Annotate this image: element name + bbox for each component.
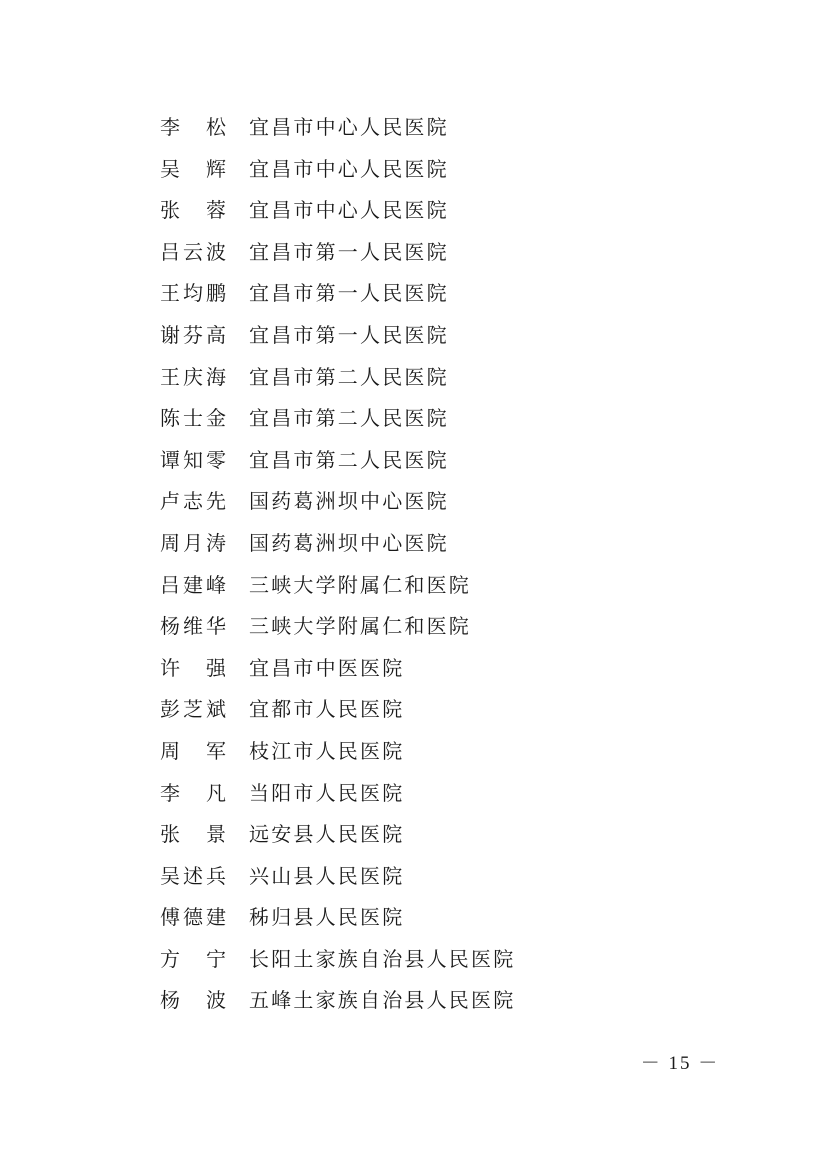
list-item bbox=[160, 689, 515, 731]
member-name: 张景 bbox=[160, 822, 226, 847]
member-hospital: 国药葛洲坝中心医院 bbox=[249, 489, 449, 514]
list-item bbox=[160, 980, 515, 1022]
list-item bbox=[160, 357, 515, 399]
member-name: 吴述兵 bbox=[160, 863, 226, 888]
member-hospital: 宜昌市中心人民医院 bbox=[249, 115, 449, 139]
member-hospital: 宜昌市第二人民医院 bbox=[249, 364, 449, 389]
member-name: 吕云波 bbox=[160, 239, 226, 264]
list-item bbox=[160, 939, 515, 981]
member-hospital: 三峡大学附属仁和医院 bbox=[249, 572, 471, 597]
member-name: 李松 bbox=[160, 115, 226, 139]
member-hospital: 宜昌市中心人民医院 bbox=[249, 198, 449, 223]
list-item bbox=[160, 315, 515, 357]
member-hospital: 宜昌市第二人民医院 bbox=[249, 406, 449, 431]
member-hospital: 三峡大学附属仁和医院 bbox=[249, 614, 471, 639]
member-hospital: 远安县人民医院 bbox=[249, 822, 405, 847]
member-name: 王均鹏 bbox=[160, 281, 226, 306]
member-name: 张蓉 bbox=[160, 198, 226, 223]
member-name: 傅德建 bbox=[160, 905, 226, 930]
member-hospital: 宜都市人民医院 bbox=[249, 697, 405, 722]
list-item bbox=[160, 856, 515, 898]
member-name: 卢志先 bbox=[160, 489, 226, 514]
member-list bbox=[160, 107, 515, 1022]
list-item bbox=[160, 773, 515, 815]
member-name: 王庆海 bbox=[160, 364, 226, 389]
member-hospital: 枝江市人民医院 bbox=[249, 738, 405, 763]
list-item bbox=[160, 440, 515, 482]
list-item bbox=[160, 523, 515, 565]
member-hospital: 宜昌市第一人民医院 bbox=[249, 281, 449, 306]
list-item bbox=[160, 648, 515, 690]
member-hospital: 长阳土家族自治县人民医院 bbox=[249, 946, 516, 971]
member-name: 彭芝斌 bbox=[160, 697, 226, 722]
list-item bbox=[160, 232, 515, 274]
member-name: 吴辉 bbox=[160, 156, 226, 181]
list-item bbox=[160, 814, 515, 856]
member-hospital: 兴山县人民医院 bbox=[249, 863, 405, 888]
member-hospital: 当阳市人民医院 bbox=[249, 780, 405, 805]
list-item bbox=[160, 149, 515, 191]
list-item bbox=[160, 398, 515, 440]
member-name: 周月涛 bbox=[160, 530, 226, 555]
member-name: 吕建峰 bbox=[160, 572, 226, 597]
member-name: 杨维华 bbox=[160, 614, 226, 639]
member-hospital: 宜昌市第二人民医院 bbox=[249, 447, 449, 472]
member-name: 许强 bbox=[160, 655, 226, 680]
member-name: 杨波 bbox=[160, 988, 226, 1013]
member-hospital: 秭归县人民医院 bbox=[249, 905, 405, 930]
list-item bbox=[160, 190, 515, 232]
member-name: 李凡 bbox=[160, 780, 226, 805]
member-hospital: 五峰土家族自治县人民医院 bbox=[249, 988, 516, 1013]
list-item bbox=[160, 565, 515, 607]
member-name: 方宁 bbox=[160, 946, 226, 971]
member-hospital: 宜昌市第一人民医院 bbox=[249, 239, 449, 264]
member-hospital: 宜昌市中医医院 bbox=[249, 655, 405, 680]
member-hospital: 国药葛洲坝中心医院 bbox=[249, 530, 449, 555]
list-item bbox=[160, 107, 515, 149]
member-name: 周军 bbox=[160, 738, 226, 763]
list-item bbox=[160, 606, 515, 648]
member-name: 谢芬高 bbox=[160, 322, 226, 347]
list-item bbox=[160, 481, 515, 523]
page-number: － 15 － bbox=[640, 1053, 720, 1074]
list-item bbox=[160, 897, 515, 939]
member-name: 谭知零 bbox=[160, 447, 226, 472]
list-item bbox=[160, 731, 515, 773]
member-hospital: 宜昌市中心人民医院 bbox=[249, 156, 449, 181]
member-name: 陈士金 bbox=[160, 406, 226, 431]
member-hospital: 宜昌市第一人民医院 bbox=[249, 322, 449, 347]
list-item bbox=[160, 273, 515, 315]
